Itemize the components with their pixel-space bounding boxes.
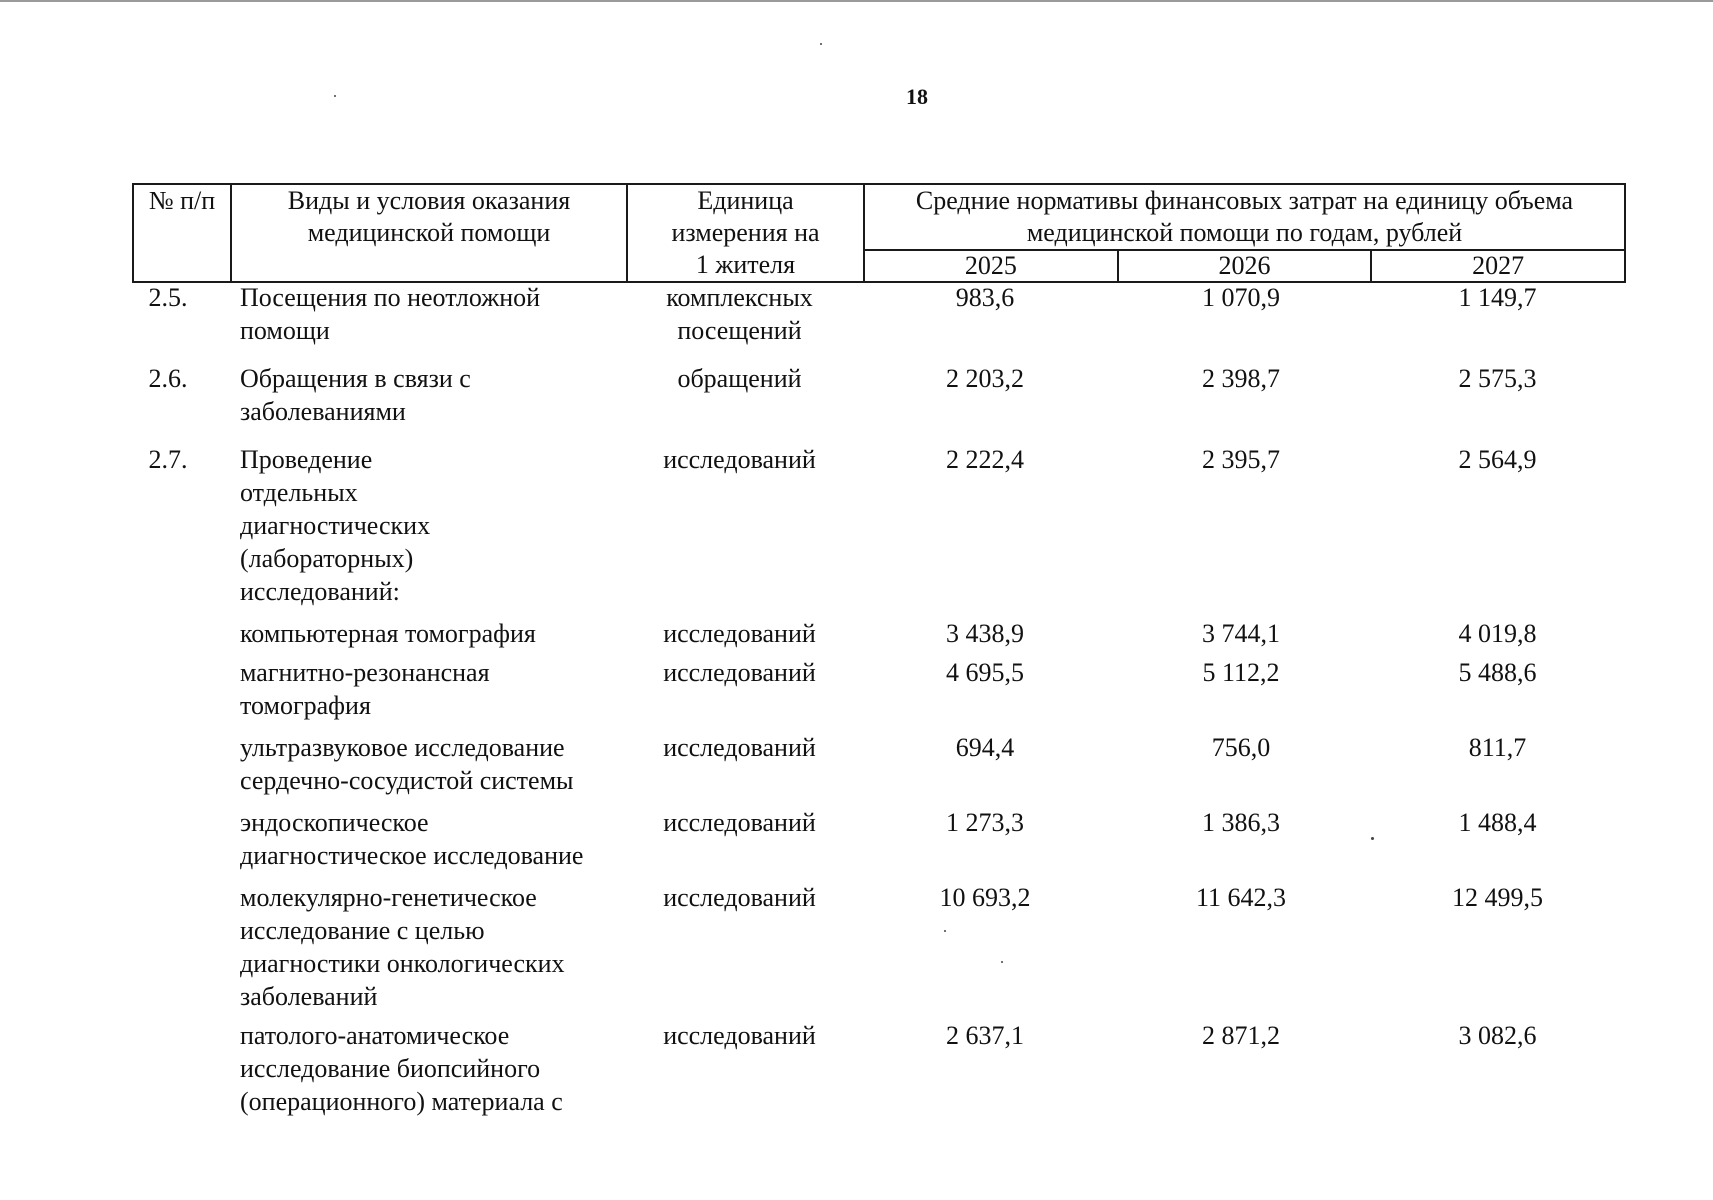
value-2026: 2 395,7 (1202, 445, 1280, 474)
row-number: 2.7. (148, 445, 188, 474)
row-number (132, 731, 228, 806)
scan-speck (334, 95, 336, 97)
value-2025: 10 693,2 (939, 883, 1031, 912)
row-kind (228, 881, 622, 1019)
value-2027: 1 149,7 (1458, 283, 1537, 312)
row-kind: компьютерная томография (240, 619, 536, 648)
row-unit: исследований (663, 733, 816, 762)
row-unit: исследований (663, 445, 816, 474)
row-unit: обращений (677, 364, 802, 393)
scan-speck (944, 930, 946, 932)
row-unit: исследований (663, 619, 816, 648)
row-unit-text: комплексных посещений (666, 283, 813, 345)
row-kind-text: эндоскопическое диагностическое исследование (240, 808, 584, 870)
value-2027: 2 564,9 (1458, 445, 1537, 474)
table-header (132, 183, 1626, 283)
row-unit: исследований (663, 808, 816, 837)
value-2026: 11 642,3 (1195, 883, 1287, 912)
header-year-2025: 2025 (864, 250, 1118, 282)
scan-speck (1001, 961, 1003, 963)
table-row (132, 617, 1626, 656)
header-col-kind (231, 184, 627, 282)
row-kind (228, 806, 622, 881)
value-2025: 3 438,9 (946, 619, 1024, 648)
header-col-kind-text: Виды и условия оказания медицинской помощи (287, 186, 571, 247)
value-2026: 2 871,2 (1202, 1021, 1280, 1050)
table-row (132, 1019, 1626, 1118)
header-col-no: № п/п (133, 184, 231, 282)
value-2025: 1 273,3 (946, 808, 1024, 837)
row-kind-text: молекулярно-генетическое исследование с целью диагностики онкологических заболеваний (240, 883, 565, 1011)
value-2027: 3 082,6 (1458, 1021, 1537, 1050)
row-kind-text: Проведение отдельных диагностических (лабораторных) исследований: (240, 445, 431, 606)
value-2027: 811,7 (1468, 733, 1527, 762)
value-2026: 756,0 (1211, 733, 1271, 762)
table-row (132, 362, 1626, 443)
value-2026: 1 070,9 (1202, 283, 1280, 312)
table-row (132, 656, 1626, 731)
header-col-unit-text: Единица измерения на 1 жителя (671, 186, 820, 279)
scan-speck (820, 43, 822, 45)
value-2026: 3 744,1 (1202, 619, 1280, 648)
row-unit: исследований (663, 1021, 816, 1050)
row-number (132, 617, 228, 656)
row-number (132, 1019, 228, 1118)
table-row (132, 443, 1626, 617)
value-2027: 5 488,6 (1458, 658, 1537, 687)
row-number (132, 656, 228, 731)
value-2027: 2 575,3 (1458, 364, 1537, 393)
row-kind: ультразвуковое исследование сердечно-сосудистой системы (240, 733, 574, 795)
row-kind-text: Обращения в связи с заболеваниями (240, 364, 471, 426)
value-2027: 1 488,4 (1458, 808, 1537, 837)
header-year-2027: 2027 (1371, 250, 1625, 282)
value-2026: 2 398,7 (1202, 364, 1280, 393)
table-row (132, 881, 1626, 1019)
row-number: 2.6. (148, 364, 188, 393)
row-kind (228, 443, 622, 617)
row-kind-text: патолого-анатомическое исследование биопсийного (операционного) материала с (240, 1021, 563, 1116)
value-2026: 1 386,3 (1202, 808, 1280, 837)
row-kind (228, 1019, 622, 1118)
row-number: 2.5. (148, 283, 188, 312)
table-body (132, 281, 1626, 1118)
value-2025: 694,4 (955, 733, 1015, 762)
row-number (132, 881, 228, 1019)
header-col-cost (864, 184, 1625, 250)
table-row (132, 281, 1626, 362)
row-unit (622, 281, 857, 362)
row-kind (228, 656, 622, 731)
value-2026: 5 112,2 (1202, 658, 1280, 687)
value-2027: 4 019,8 (1458, 619, 1537, 648)
scan-speck (1371, 837, 1374, 840)
value-2025: 983,6 (955, 283, 1015, 312)
value-2027: 12 499,5 (1452, 883, 1543, 912)
row-number (132, 806, 228, 881)
value-2025: 2 637,1 (946, 1021, 1024, 1050)
value-2025: 4 695,5 (946, 658, 1024, 687)
page-number: 18 (906, 84, 928, 109)
row-kind (228, 362, 622, 443)
row-kind-text: магнитно-резонансная томография (240, 658, 490, 720)
row-kind: Посещения по неотложной помощи (240, 283, 541, 345)
header-year-2026: 2026 (1118, 250, 1372, 282)
table-row (132, 806, 1626, 881)
value-2025: 2 222,4 (946, 445, 1024, 474)
row-unit: исследований (663, 883, 816, 912)
value-2025: 2 203,2 (946, 364, 1024, 393)
row-unit: исследований (663, 658, 816, 687)
table-row (132, 731, 1626, 806)
scan-edge-line (0, 0, 1713, 2)
header-col-unit (627, 184, 864, 282)
header-col-cost-text: Средние нормативы финансовых затрат на единицу объема медицинской помощи по годам, рублей (915, 186, 1574, 247)
